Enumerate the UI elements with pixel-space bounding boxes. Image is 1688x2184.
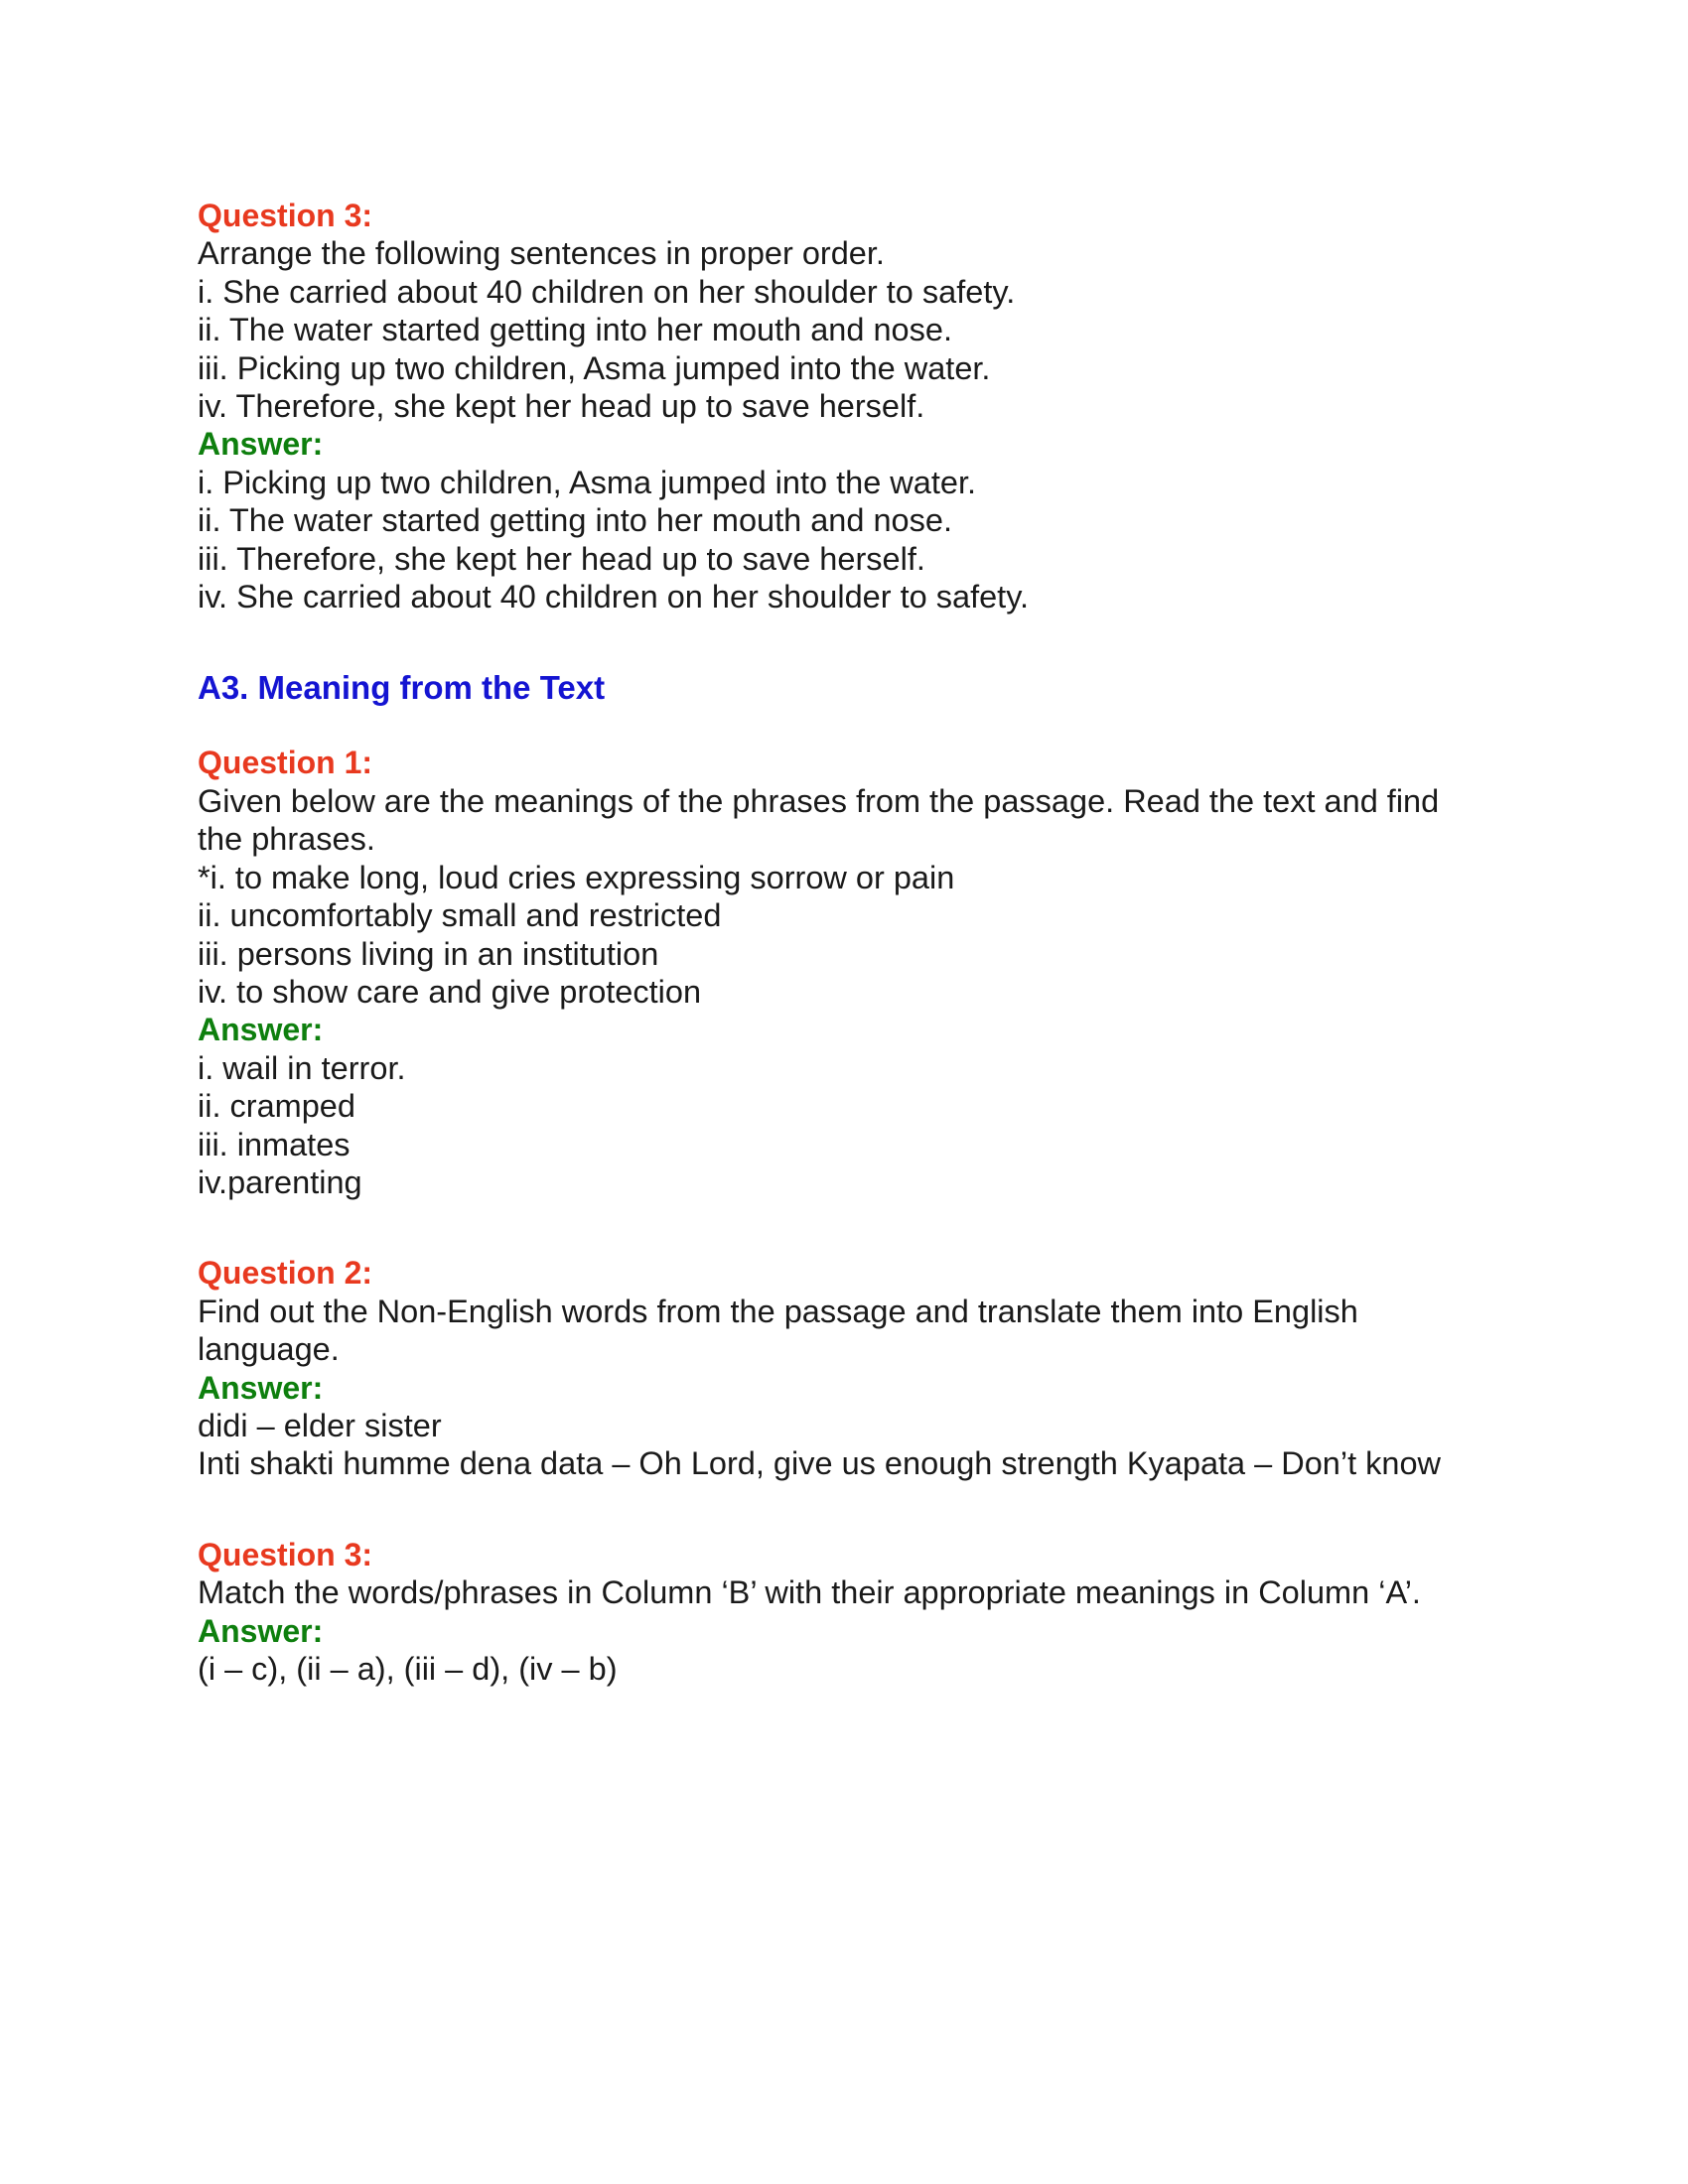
question-2-prompt-line: Find out the Non-English words from the passage and translate them into English	[198, 1293, 1358, 1329]
question-3-prompt: Match the words/phrases in Column ‘B’ with their appropriate meanings in Column ‘A’.	[198, 1574, 1421, 1611]
question-3-heading: Question 3:	[198, 1536, 373, 1572]
question-1-item: iv. to show care and give protection	[198, 973, 702, 1010]
question-2-prompt-line: language.	[198, 1331, 340, 1368]
question-2-block	[198, 1254, 1569, 1482]
question-3-top-block	[198, 197, 1569, 615]
answer-heading: Answer:	[198, 1612, 324, 1649]
question-2-heading: Question 2:	[198, 1255, 373, 1292]
answer-heading: Answer:	[198, 1369, 324, 1406]
question-3-item: iii. Picking up two children, Asma jumped into the water.	[198, 349, 991, 386]
spacer	[198, 1201, 1569, 1254]
answer-heading: Answer:	[198, 426, 324, 463]
question-1-heading: Question 1:	[198, 745, 373, 781]
question-1-block	[198, 744, 1569, 1201]
question-1-item: ii. uncomfortably small and restricted	[198, 897, 722, 934]
answer-item: didi – elder sister	[198, 1407, 442, 1443]
question-1-prompt-line: Given below are the meanings of the phrases from the passage. Read the text and find	[198, 782, 1440, 819]
answer-item: iv. She carried about 40 children on her shoulder to safety.	[198, 579, 1030, 615]
question-3-item: iv. Therefore, she kept her head up to save herself.	[198, 388, 925, 425]
answer-item: Inti shakti humme dena data – Oh Lord, give us enough strength Kyapata – Don’t know	[198, 1445, 1442, 1482]
answer-item: i. Picking up two children, Asma jumped into the water.	[198, 464, 977, 500]
answer-item: ii. cramped	[198, 1088, 355, 1125]
question-1-item: iii. persons living in an institution	[198, 935, 659, 972]
question-3-bottom-block	[198, 1536, 1569, 1689]
question-1-prompt-line: the phrases.	[198, 821, 375, 858]
spacer	[198, 1483, 1569, 1536]
question-3-item: i. She carried about 40 children on her shoulder to safety.	[198, 273, 1016, 310]
answer-item: i. wail in terror.	[198, 1049, 406, 1086]
answer-item: iv.parenting	[198, 1163, 362, 1200]
question-3-item: ii. The water started getting into her mouth and nose.	[198, 312, 952, 348]
answer-item: iii. Therefore, she kept her head up to save herself.	[198, 540, 925, 577]
answer-heading: Answer:	[198, 1012, 324, 1048]
answer-item: ii. The water started getting into her mouth and nose.	[198, 502, 952, 539]
answer-item: (i – c), (ii – a), (iii – d), (iv – b)	[198, 1651, 618, 1687]
spacer	[198, 708, 1569, 744]
spacer	[198, 615, 1569, 668]
question-3-heading: Question 3:	[198, 198, 373, 233]
question-3-prompt: Arrange the following sentences in proper order.	[198, 235, 885, 272]
answer-item: iii. inmates	[198, 1126, 351, 1162]
section-title: A3. Meaning from the Text	[198, 669, 606, 707]
question-1-item: *i. to make long, loud cries expressing sorrow or pain	[198, 859, 955, 895]
